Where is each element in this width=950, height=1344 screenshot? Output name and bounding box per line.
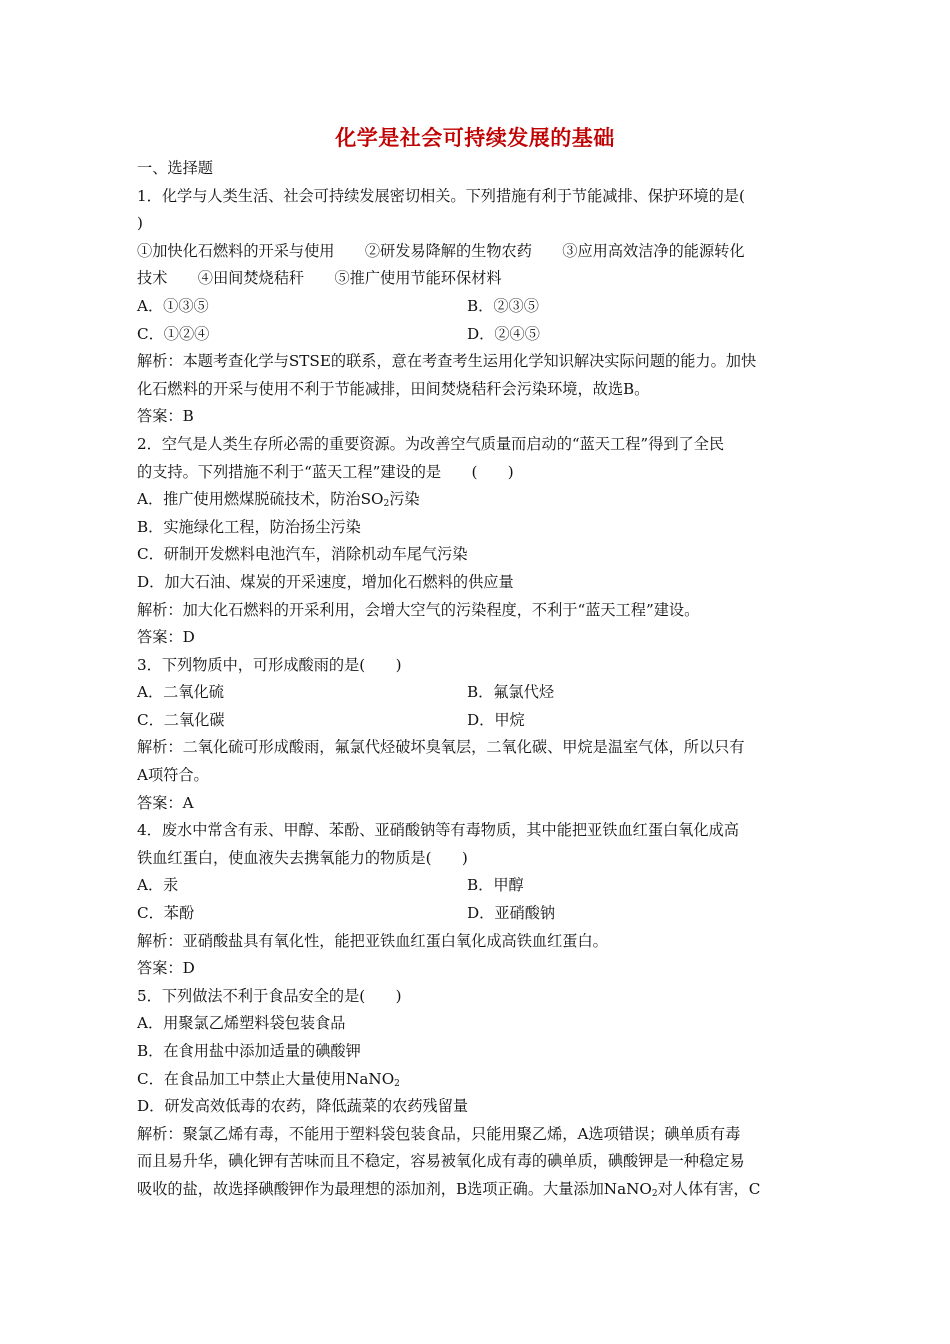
q1-option-d: D．②④⑤ [467,324,540,343]
q4-options-row-2 [137,900,817,928]
q4-stem-line-1: 4．废水中常含有汞、甲醇、苯酚、亚硝酸钠等有毒物质，其中能把亚铁血红蛋白氧化成高 [137,821,739,840]
q2-option-c: C．研制开发燃料电池汽车，消除机动车尾气污染 [137,545,468,564]
q1-stem-line-2: ) [137,214,143,233]
q4-option-b: B．甲醇 [467,876,524,895]
q2-option-a-subscript: 2 [383,499,390,510]
q5-option-c [137,1066,817,1094]
q3-answer: 答案：A [137,793,194,812]
q5-option-b: B．在食用盐中添加适量的碘酸钾 [137,1042,361,1060]
q4-option-c: C．苯酚 [137,904,195,923]
q1-items-line-1: ①加快化石燃料的开采与使用 ②研发易降解的生物农药 ③应用高效洁净的能源转化 [137,241,745,260]
section-heading: 一、选择题 [137,159,213,177]
q5-analysis-line-3-text: 吸收的盐，故选择碘酸钾作为最理想的添加剂，B选项正确。大量添加NaNO [137,1179,652,1198]
q1-option-b: B．②③⑤ [467,296,539,315]
q3-analysis-line-1: 解析：二氧化硫可形成酸雨，氟氯代烃破坏臭氧层，二氧化碳、甲烷是温室气体，所以只有 [137,738,745,757]
q4-option-a: A．汞 [137,876,179,895]
document-body [137,155,817,1204]
q2-option-a-tail: 污染 [389,490,420,509]
q3-option-b: B．氟氯代烃 [467,683,555,702]
q4-analysis: 解析：亚硝酸盐具有氧化性，能把亚铁血红蛋白氧化成高铁血红蛋白。 [137,931,608,950]
q3-option-c: C．二氧化碳 [137,710,225,729]
q4-options-row-1 [137,872,817,900]
q1-items-line-2: 技术 ④田间焚烧秸秆 ⑤推广使用节能环保材料 [137,269,502,288]
q2-stem-line-1: 2．空气是人类生存所必需的重要资源。为改善空气质量而启动的“蓝天工程”得到了全民 [137,434,725,453]
q4-stem-line-2: 铁血红蛋白，使血液失去携氧能力的物质是( ) [137,848,468,867]
q2-analysis: 解析：加大化石燃料的开采利用，会增大空气的污染程度，不利于“蓝天工程”建设。 [137,600,700,619]
q4-answer: 答案：D [137,959,195,978]
q1-options-row-2 [137,321,817,349]
q1-analysis-line-2: 化石燃料的开采与使用不利于节能减排，田间焚烧秸秆会污染环境，故选B。 [137,379,650,398]
q5-analysis-line-2: 而且易升华，碘化钾有苦味而且不稳定，容易被氧化成有毒的碘单质，碘酸钾是一种稳定易 [137,1152,745,1171]
q2-option-b: B．实施绿化工程，防治扬尘污染 [137,517,361,536]
q5-analysis-line-3 [137,1176,817,1204]
q5-analysis-line-3-tail: 对人体有害，C [657,1179,761,1198]
q5-analysis-line-1: 解析：聚氯乙烯有毒，不能用于塑料袋包装食品，只能用聚乙烯，A选项错误；碘单质有毒 [137,1124,741,1143]
q2-answer: 答案：D [137,628,195,647]
q1-analysis-line-1: 解析：本题考查化学与STSE的联系，意在考查考生运用化学知识解决实际问题的能力。加快 [137,352,757,371]
q2-stem-line-2: 的支持。下列措施不利于“蓝天工程”建设的是 ( ) [137,462,514,481]
q5-stem: 5．下列做法不利于食品安全的是( ) [137,986,402,1005]
q2-option-a-text: A．推广使用燃煤脱硫技术，防治SO [137,490,384,509]
q2-option-d: D．加大石油、煤炭的开采速度，增加化石燃料的供应量 [137,572,514,591]
q5-analysis-line-3-subscript: 2 [651,1188,658,1199]
q1-answer: 答案：B [137,407,194,426]
q3-option-d: D．甲烷 [467,710,525,729]
q3-stem: 3．下列物质中，可形成酸雨的是( ) [137,655,402,674]
q5-option-c-text: C．在食品加工中禁止大量使用NaNO [137,1069,395,1088]
q2-option-a [137,486,817,514]
q1-option-c: C．①②④ [137,324,210,343]
q3-option-a: A．二氧化硫 [137,683,224,702]
q5-option-d: D．研发高效低毒的农药，降低蔬菜的农药残留量 [137,1097,469,1116]
q4-option-d: D．亚硝酸钠 [467,904,556,923]
q1-options-row-1 [137,293,817,321]
q1-stem-line-1: 1．化学与人类生活、社会可持续发展密切相关。下列措施有利于节能减排、保护环境的是( [137,186,745,205]
q3-options-row-2 [137,707,817,735]
q5-option-c-subscript: 2 [394,1078,400,1089]
q1-option-a: A．①③⑤ [137,296,209,315]
q3-options-row-1 [137,679,817,707]
q3-analysis-line-2: A项符合。 [137,766,209,785]
q5-option-a: A．用聚氯乙烯塑料袋包装食品 [137,1014,346,1033]
document-title: 化学是社会可持续发展的基础 [335,126,615,150]
